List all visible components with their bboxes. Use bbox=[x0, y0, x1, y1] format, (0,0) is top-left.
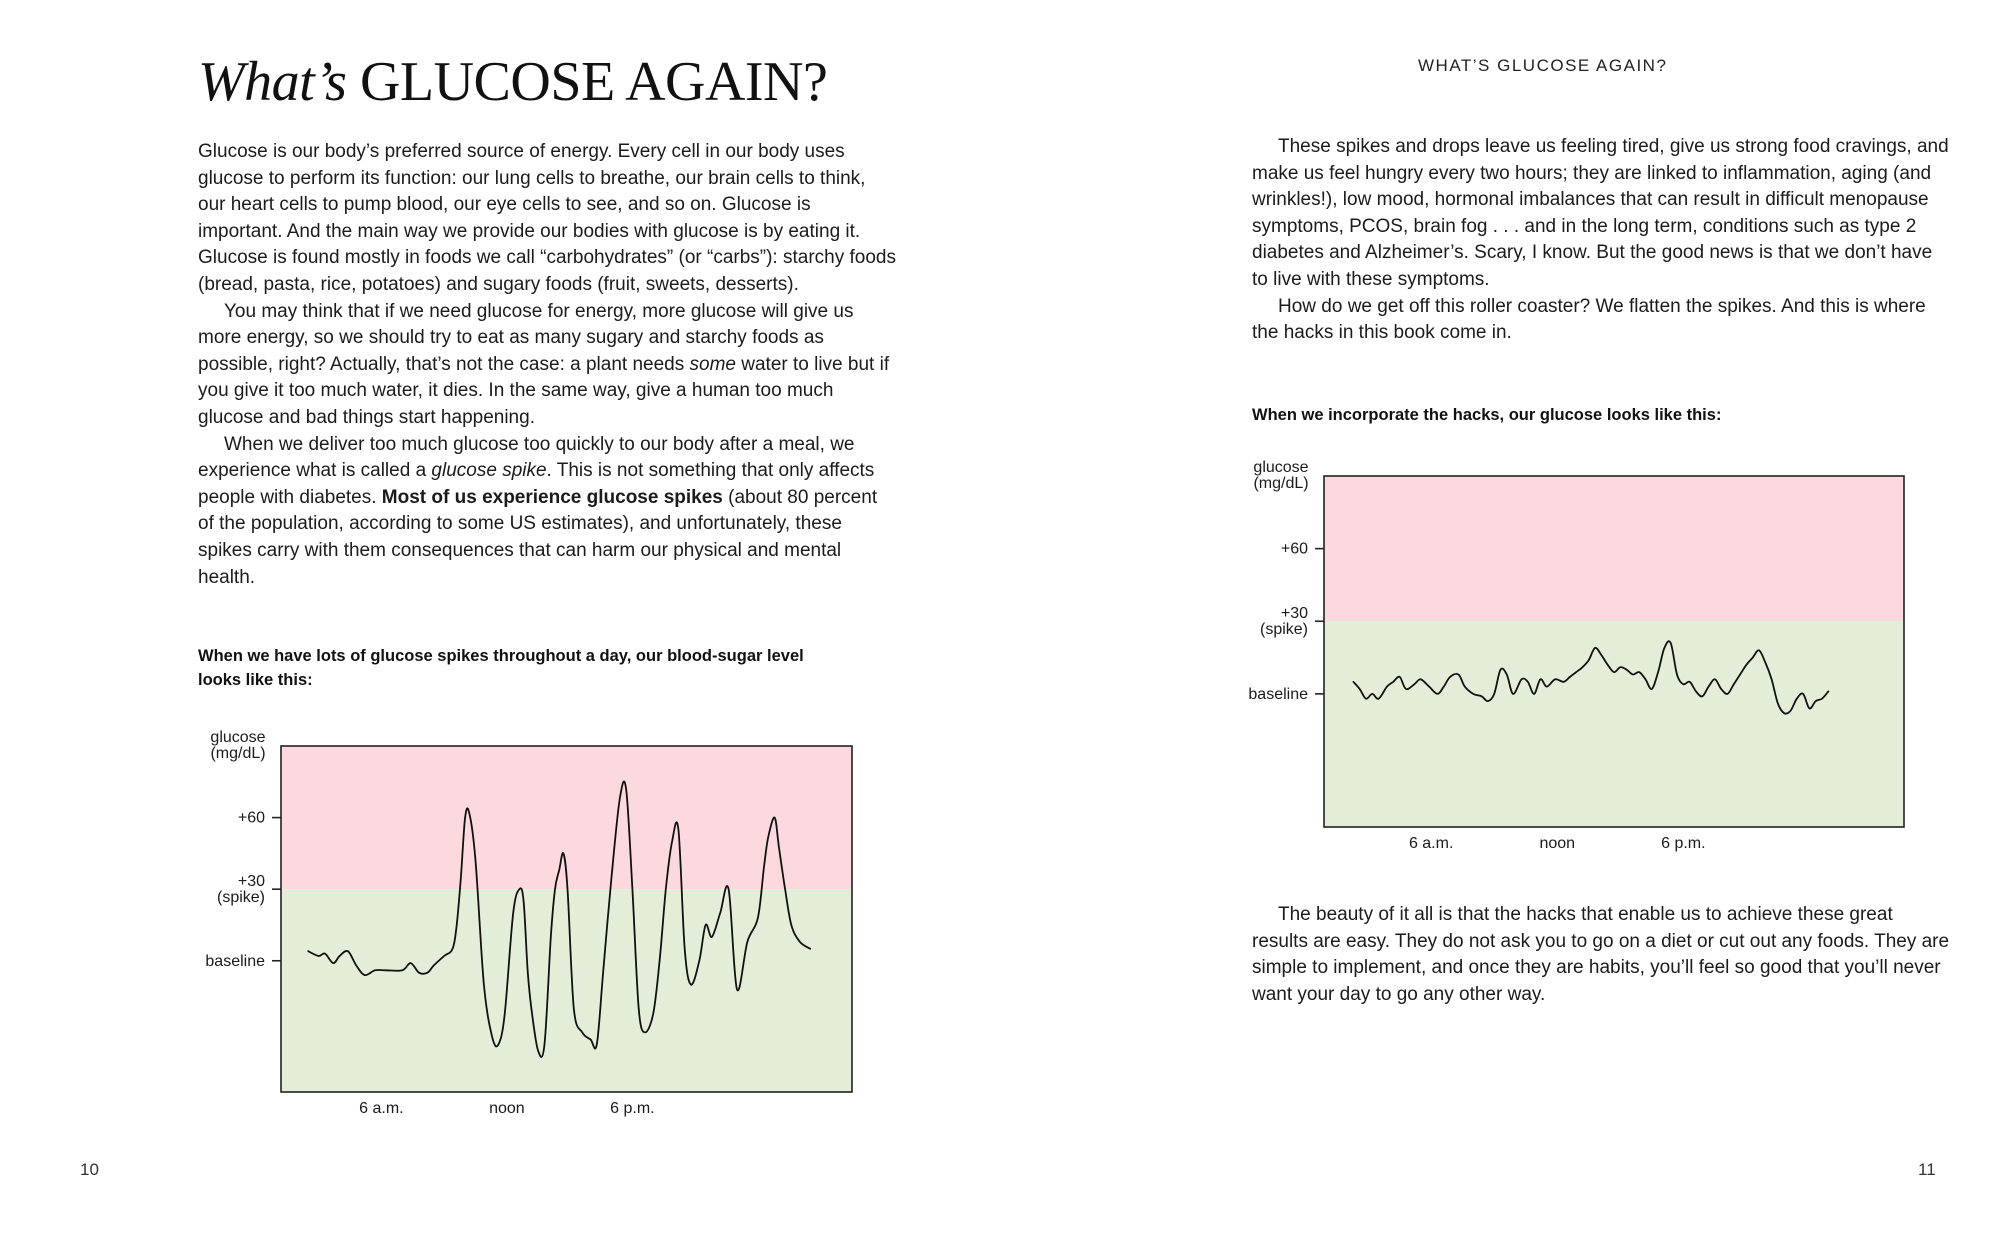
text-run: (about 80 percent of the population, according to some US estimates), and unfortunately, these spikes carry with them consequences that can harm our physical and mental health. bbox=[198, 486, 878, 588]
right-body-text-bottom bbox=[1252, 902, 1952, 1008]
normal-zone bbox=[1324, 621, 1904, 827]
spikes-chart-caption: When we have lots of glucose spikes throughout a day, our blood-sugar level looks like this: bbox=[198, 647, 804, 689]
page-number: 11 bbox=[1918, 1160, 1936, 1179]
right-page bbox=[1000, 0, 2000, 1237]
page-number: 10 bbox=[80, 1160, 99, 1179]
text-run: When we deliver too much glucose too quickly to our body after a meal, we experience what is called a bbox=[198, 433, 855, 482]
running-head: WHAT’S GLUCOSE AGAIN? bbox=[1418, 56, 1668, 75]
y-tick-label: +60 bbox=[1280, 540, 1308, 558]
y-axis-title: glucose (mg/dL) bbox=[1253, 459, 1309, 492]
y-tick-label: +60 bbox=[237, 809, 265, 827]
spike-zone bbox=[1324, 476, 1904, 621]
y-tick-label: +30 (spike) bbox=[216, 873, 265, 907]
paragraph bbox=[1252, 902, 1952, 1008]
y-axis-title: glucose (mg/dL) bbox=[210, 729, 266, 762]
normal-zone bbox=[281, 889, 852, 1092]
text-run: The beauty of it all is that the hacks that enable us to achieve these great results are easy. They do not ask you to go on a diet or cut out any foods. They are simple to implement, and once they are habits, you’ll feel so good that you’ll never want your day to go any other way. bbox=[1252, 904, 1950, 1005]
x-tick-label: noon bbox=[1539, 835, 1576, 852]
y-tick-label: baseline bbox=[1248, 685, 1308, 703]
x-tick-label: 6 p.m. bbox=[1661, 835, 1706, 852]
text-run: How do we get off this roller coaster? We flatten the spikes. And this is where the hacks in this book come in. bbox=[1252, 295, 1926, 344]
italic-text: some bbox=[689, 353, 736, 375]
text-run: water to live but if you give it too much water, it dies. In the same way, give a human too much glucose and bad things start happening. bbox=[198, 353, 890, 428]
text-run: You may think that if we need glucose for energy, more glucose will give us more energy, so we should try to eat as many sugary and starchy foods as possible, right? Actually, that’s not the case: a plant needs bbox=[198, 300, 854, 375]
glucose-flat-chart bbox=[1000, 0, 2000, 1237]
bold-text: Most of us experience glucose spikes bbox=[381, 486, 723, 508]
text-run: . This is not something that only affects people with diabetes. bbox=[198, 460, 875, 508]
chapter-title-italic: What’s bbox=[198, 51, 347, 113]
chapter-title-main: GLUCOSE AGAIN? bbox=[346, 51, 828, 113]
x-tick-label: noon bbox=[489, 1100, 525, 1117]
y-tick-label: +30 (spike) bbox=[1259, 605, 1308, 639]
flat-chart-caption: When we incorporate the hacks, our glucose looks like this: bbox=[1252, 406, 1722, 424]
text-run: Glucose is our body’s preferred source of energy. Every cell in our body uses glucose to perform its function: our lung cells to breathe, our brain cells to think, our heart cells to pump blood, our eye cells to see, and so on. Glucose is important. And the main way we provide our bodies with glucose is by eating it. Glucose is found mostly in foods we call “carbohydrates” (or “carbs”): starchy foods (bread, pasta, rice, potatoes) and sugary foods (fruit, sweets, desserts). bbox=[198, 141, 896, 295]
x-tick-label: 6 a.m. bbox=[359, 1100, 404, 1117]
text-run: These spikes and drops leave us feeling tired, give us strong food cravings, and make us feel hungry every two hours; they are linked to inflammation, aging (and wrinkles!), low mood, hormonal imbalances that can result in difficult menopause symptoms, PCOS, brain fog . . . and in the long term, conditions such as type 2 diabetes and Alzheimer’s. Scary, I know. But the good news is that we don’t have to live with these symptoms. bbox=[1252, 136, 1949, 290]
x-tick-label: 6 a.m. bbox=[1408, 835, 1454, 852]
y-tick-label: baseline bbox=[205, 952, 265, 970]
x-tick-label: 6 p.m. bbox=[610, 1100, 655, 1117]
italic-text: glucose spike bbox=[431, 460, 547, 482]
